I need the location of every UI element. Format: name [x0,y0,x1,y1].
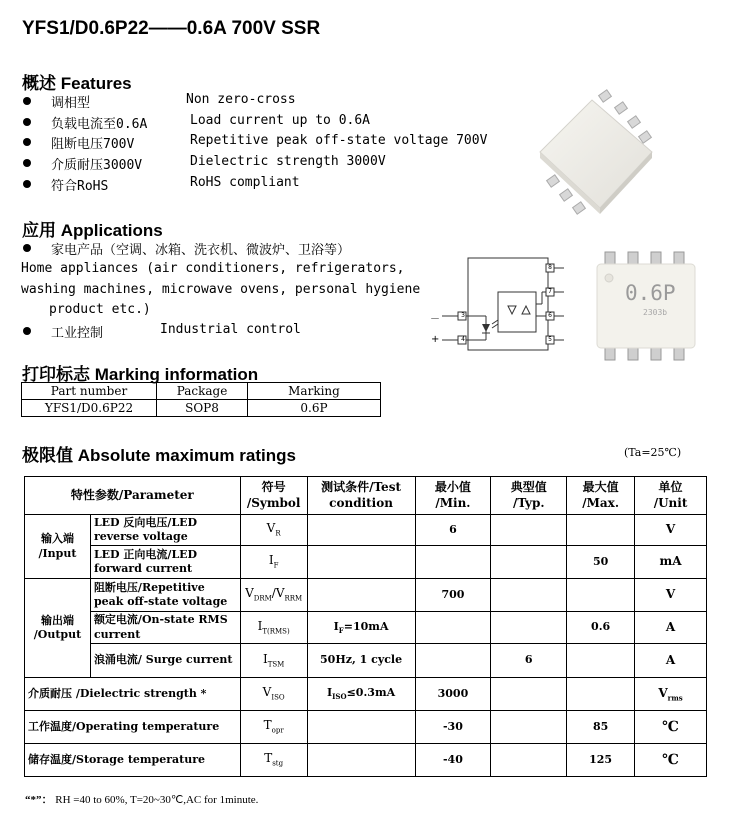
symbol-sub: R [275,529,281,538]
header-symbol [240,477,307,515]
applications-heading [22,216,163,241]
symbol-sub: ISO [271,693,285,702]
table-row [25,711,707,744]
typ-cell [491,678,567,711]
table-row [25,515,707,546]
param-cell: 介质耐压 /Dielectric strength * [25,678,241,711]
symbol-main: V [245,586,254,601]
param-cell: LED 反向电压/LED reverse voltage [90,515,240,546]
feature-en: Load current up to 0.6A [190,113,371,128]
feature-item [23,113,523,131]
test-cell [307,546,415,579]
feature-cn: 介质耐压3000V [51,158,143,173]
test-rest: =10mA [343,619,389,633]
header-unit [635,477,707,515]
header-typ [491,477,567,515]
header-test-en: condition [329,495,393,510]
header-typ-cn: 典型值 [510,479,547,494]
pin-label: 3 [461,312,465,319]
footnote [25,791,258,807]
param-cell: 额定电流/On-state RMS current [90,612,240,644]
symbol-main: V [266,521,276,536]
feature-cn: 符合RoHS [51,179,109,194]
symbol-cell [240,644,307,678]
header-symbol-en: /Symbol [246,495,301,510]
header-unit-cn: 单位 [658,479,683,494]
param-cell: 储存温度/Storage temperature [25,744,241,777]
unit-cell: ℃ [635,744,707,777]
bullet-icon [23,97,31,105]
footnote-mark: “*”： [25,794,53,806]
application-en-line: Home appliances (air conditioners, refrigerators, [21,261,405,276]
test-sub: ISO [332,692,347,702]
pin-label: 7 [548,288,552,295]
page-title: YFS1/D0.6P22——0.6A 700V SSR [22,18,321,39]
min-cell [415,546,491,579]
table-row [25,678,707,711]
chip-marking: 0.6P [625,281,676,305]
minus-sign: － [430,314,440,325]
symbol-sub: DRM [253,594,272,603]
feature-item [23,154,523,172]
table-row [25,644,707,678]
symbol-main: I [262,651,268,666]
table-cell: 0.6P [248,400,381,417]
min-cell [415,644,491,678]
application-en-line: washing machines, microwave ovens, personal hygiene [21,282,421,297]
unit-cell: V [635,579,707,612]
max-cell: 125 [567,744,635,777]
ratings-condition: (Ta=25℃) [624,446,682,459]
features-heading-cn: 概述 [22,74,56,93]
typ-cell [491,744,567,777]
application-en: Industrial control [160,322,301,337]
max-cell [567,579,635,612]
pin-label: 4 [461,336,465,343]
max-cell [567,678,635,711]
symbol-cell [240,744,307,777]
typ-cell: 6 [491,644,567,678]
table-row [25,612,707,644]
application-cn: 工业控制 [51,326,104,341]
min-cell: -40 [415,744,491,777]
min-cell: 3000 [415,678,491,711]
symbol-cell [240,678,307,711]
test-main: I [333,619,339,633]
param-cell: 工作温度/Operating temperature [25,711,241,744]
test-cell [307,678,415,711]
symbol-sub: F [273,561,279,570]
feature-en: Dielectric strength 3000V [190,154,386,169]
header-max [567,477,635,515]
circuit-diagram [428,254,578,354]
min-cell [415,612,491,644]
symbol-sub: stg [272,759,284,768]
table-header-cell: Package [157,383,248,400]
header-min-en: /Min. [435,495,471,510]
test-cell [307,612,415,644]
header-max-cn: 最大值 [582,479,619,494]
chip-date-code: 2303b [643,308,668,317]
symbol-main: T [263,718,272,733]
test-cell: 50Hz, 1 cycle [307,644,415,678]
bullet-icon [23,138,31,146]
max-cell [567,515,635,546]
test-rest: ≤0.3mA [346,686,396,700]
marking-heading-cn: 打印标志 [22,365,90,384]
table-cell: SOP8 [157,400,248,417]
typ-cell [491,546,567,579]
table-row [25,579,707,612]
pin-label: 8 [548,264,552,271]
param-cell: 阻断电压/Repetitive peak off-state voltage [90,579,240,612]
header-min-cn: 最小值 [434,479,471,494]
unit-cell: A [635,644,707,678]
min-cell: -30 [415,711,491,744]
chip-top-view [595,250,697,362]
test-cell [307,744,415,777]
applications-heading-cn: 应用 [22,221,56,240]
max-cell: 0.6 [567,612,635,644]
group-input: 输入端 /Input [25,515,91,579]
header-unit-en: /Unit [653,495,688,510]
symbol-cell [240,612,307,644]
table-header-row [25,477,707,515]
max-cell [567,644,635,678]
feature-item [23,175,523,193]
test-cell [307,579,415,612]
feature-cn: 阻断电压700V [51,137,135,152]
param-cell: LED 正向电流/LED forward current [90,546,240,579]
features-heading-en: Features [60,74,132,93]
unit-sub: rms [667,693,683,703]
feature-cn: 调相型 [51,96,91,111]
symbol-sub: TSM [267,660,285,669]
typ-cell [491,579,567,612]
header-test-cn: 测试条件/Test [321,479,401,494]
table-row [22,400,381,417]
bullet-icon [23,327,31,335]
feature-item [23,133,523,151]
circuit-diagram-svg [428,254,578,354]
application-en-line: product etc.) [49,302,151,317]
bullet-icon [23,159,31,167]
unit-cell [635,678,707,711]
footnote-text: RH =40 to 60%, T=20~30℃,AC for 1minute. [55,794,259,806]
header-symbol-cn: 符号 [261,479,286,494]
typ-cell [491,711,567,744]
table-row [25,546,707,579]
test-cell [307,711,415,744]
chip-top-view-svg [595,250,697,362]
application-item [23,239,443,257]
min-cell: 700 [415,579,491,612]
features-heading [22,69,132,94]
symbol-cell [240,711,307,744]
table-row [25,744,707,777]
marking-table [21,382,381,417]
feature-item [23,92,523,110]
ratings-heading-en: Absolute maximum ratings [77,446,296,465]
bullet-icon [23,244,31,252]
feature-en: Non zero-cross [186,92,296,107]
param-cell: 浪涌电流/ Surge current [90,644,240,678]
unit-cell: A [635,612,707,644]
pin-label: 5 [548,336,552,343]
test-main: I [327,686,333,700]
application-item [23,322,443,340]
typ-cell [491,612,567,644]
symbol-main-2: /V [271,586,285,601]
symbol-main: V [262,685,272,700]
symbol-cell [240,546,307,579]
feature-cn: 负载电流至0.6A [51,117,148,132]
symbol-sub: opr [271,726,284,735]
header-max-en: /Max. [582,495,619,510]
test-cell [307,515,415,546]
chip-package-image [530,80,660,220]
max-cell: 85 [567,711,635,744]
symbol-main: T [264,751,273,766]
symbol-main: I [257,618,263,633]
header-test [307,477,415,515]
bullet-icon [23,180,31,188]
feature-en: RoHS compliant [190,175,300,190]
unit-main: V [658,685,668,700]
header-parameter: 特性参数/Parameter [25,477,241,515]
header-min [415,477,491,515]
unit-cell: mA [635,546,707,579]
table-header-cell: Marking [248,383,381,400]
symbol-cell [240,579,307,612]
table-cell: YFS1/D0.6P22 [22,400,157,417]
plus-sign: + [431,334,440,345]
pin-label: 6 [548,312,552,319]
test-sub: F [338,626,344,636]
marking-heading-en: Marking information [94,365,259,384]
symbol-sub: T(RMS) [262,627,290,636]
ratings-heading [22,441,296,466]
table-header-cell: Part number [22,383,157,400]
application-cn: 家电产品（空调、冰箱、洗衣机、微波炉、卫浴等） [51,243,351,258]
min-cell: 6 [415,515,491,546]
feature-en: Repetitive peak off-state voltage 700V [190,133,488,148]
applications-heading-en: Applications [60,221,163,240]
symbol-main: I [268,553,274,568]
typ-cell [491,515,567,546]
unit-cell: ℃ [635,711,707,744]
group-output: 输出端 /Output [25,579,91,678]
unit-cell: V [635,515,707,546]
ratings-table [24,476,707,777]
max-cell: 50 [567,546,635,579]
table-row [22,383,381,400]
symbol-sub-2: RRM [284,594,303,603]
header-typ-en: /Typ. [512,495,545,510]
symbol-cell [240,515,307,546]
ratings-heading-cn: 极限值 [22,446,73,465]
bullet-icon [23,118,31,126]
